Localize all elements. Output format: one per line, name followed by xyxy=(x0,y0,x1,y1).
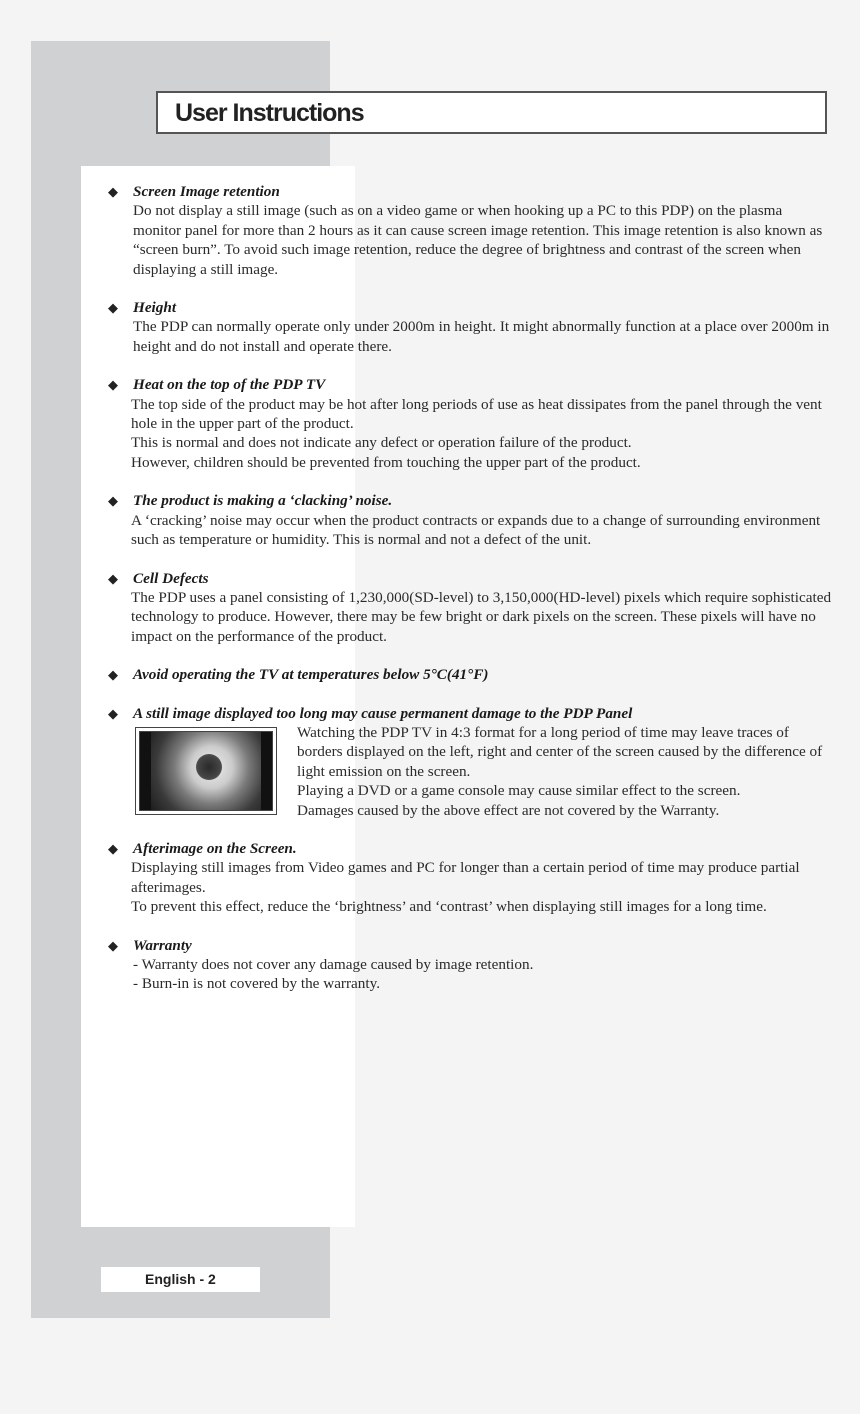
diamond-bullet-icon: ◆ xyxy=(108,937,118,953)
section-paragraph: However, children should be prevented from touching the upper part of the product. xyxy=(131,453,641,471)
section-paragraph: This is normal and does not indicate any defect or operation failure of the product. xyxy=(131,434,632,452)
section-clacking-noise xyxy=(108,491,833,549)
title-box xyxy=(156,91,827,134)
diamond-bullet-icon: ◆ xyxy=(108,840,118,856)
section-paragraph: A ‘cracking’ noise may occur when the product contracts or expands due to a change of surrounding environment such as temperature or humidity. This is normal and not a defect of the unit. xyxy=(131,511,821,549)
sunflower-core xyxy=(196,754,222,780)
diamond-bullet-icon: ◆ xyxy=(108,705,118,721)
diamond-bullet-icon: ◆ xyxy=(108,300,118,316)
section-height xyxy=(108,298,833,356)
section-heading: The product is making a ‘clacking’ noise. xyxy=(133,492,393,510)
section-heading: Heat on the top of the PDP TV xyxy=(133,376,326,394)
diamond-bullet-icon: ◆ xyxy=(108,377,118,393)
section-paragraph: Watching the PDP TV in 4:3 format for a long period of time may leave traces of borders displayed on the left, right and center of the screen caused by the difference of light emission on the screen. xyxy=(297,723,823,780)
diamond-bullet-icon: ◆ xyxy=(108,667,118,683)
section-paragraph: - Warranty does not cover any damage caused by image retention. xyxy=(133,956,534,973)
section-temperature-warning xyxy=(108,665,833,684)
section-paragraph: Displaying still images from Video games and PC for longer than a certain period of time may produce partial afterimages. xyxy=(131,859,800,896)
section-afterimage xyxy=(108,839,833,917)
section-heading: Warranty xyxy=(133,936,192,954)
section-heat-on-top xyxy=(108,375,833,472)
sunflower-screen-image xyxy=(135,727,277,815)
page-title: User Instructions xyxy=(175,99,364,127)
section-paragraph: The top side of the product may be hot after long periods of use as heat dissipates from the panel through the vent hole in the upper part of the product. xyxy=(131,395,822,433)
section-screen-image-retention xyxy=(108,182,833,279)
section-paragraph: To prevent this effect, reduce the ‘brightness’ and ‘contrast’ when displaying still images for a long time. xyxy=(131,898,767,916)
page-footer xyxy=(101,1267,260,1292)
section-heading: Avoid operating the TV at temperatures below 5°C(41°F) xyxy=(133,666,489,684)
section-cell-defects xyxy=(108,569,833,647)
section-paragraph: Damages caused by the above effect are not covered by the Warranty. xyxy=(297,801,720,819)
section-heading: Height xyxy=(133,299,177,317)
image-with-text xyxy=(108,723,833,820)
diamond-bullet-icon: ◆ xyxy=(108,570,118,586)
sunflower-photo xyxy=(151,732,261,810)
section-paragraph: - Burn-in is not covered by the warranty. xyxy=(133,975,381,993)
section-heading: Cell Defects xyxy=(133,569,209,587)
section-paragraph: Do not display a still image (such as on a video game or when hooking up a PC to this PDP) on the plasma monitor panel for more than 2 hours as it can cause screen image retention. This image retention is also known as “screen burn”. To avoid such image retention, reduce the degree of brightness and contrast of the screen when displaying a still image. xyxy=(133,202,823,278)
section-paragraph: Playing a DVD or a game console may cause similar effect to the screen. xyxy=(297,782,741,800)
section-heading: Screen Image retention xyxy=(133,183,280,200)
diamond-bullet-icon: ◆ xyxy=(108,184,118,199)
diamond-bullet-icon: ◆ xyxy=(108,493,118,509)
section-paragraph: The PDP uses a panel consisting of 1,230,000(SD-level) to 3,150,000(HD-level) pixels which require sophisticated technology to produce. However, there may be few bright or dark pixels on the screen. These pixels will have no impact on the performance of the product. xyxy=(131,588,832,645)
section-heading: Afterimage on the Screen. xyxy=(133,839,297,857)
section-heading: A still image displayed too long may cause permanent damage to the PDP Panel xyxy=(133,704,633,722)
screen-frame xyxy=(139,731,273,811)
section-warranty xyxy=(108,936,833,994)
page-number-label: English - 2 xyxy=(145,1271,216,1287)
instructions-content xyxy=(108,182,833,1013)
section-still-image-damage xyxy=(108,704,833,820)
section-paragraph: The PDP can normally operate only under 2000m in height. It might abnormally function at a place over 2000m in height and do not install and operate there. xyxy=(133,318,830,355)
